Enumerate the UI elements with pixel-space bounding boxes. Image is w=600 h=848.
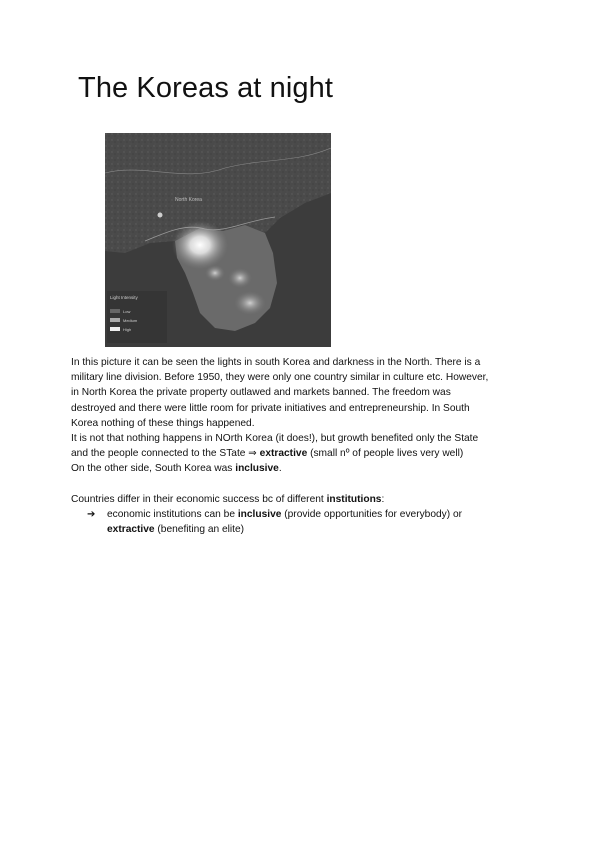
north-korea-map-label: North Korea [175, 197, 202, 203]
paragraph-2-line-3 [71, 461, 541, 476]
daejeon-glow [205, 265, 225, 281]
text-span: : [381, 493, 385, 505]
legend-item-low: Low [123, 309, 131, 314]
term-institutions: institutions [326, 493, 382, 505]
legend-item-medium: Medium [123, 318, 138, 323]
seoul-glow [172, 221, 228, 269]
legend-title: Light Intensity [110, 295, 138, 300]
legend-swatch-low [110, 309, 120, 313]
term-extractive: extractive [107, 524, 155, 536]
text-span: . [278, 463, 282, 475]
satellite-photo [105, 133, 331, 347]
term-inclusive: inclusive [237, 508, 282, 520]
text-span: Countries differ in their economic success bc of different [71, 493, 327, 505]
text-span: (provide opportunities for everybody) or [281, 508, 463, 520]
daegu-glow [228, 268, 252, 288]
text-span: (small nº of people lives very well) [307, 448, 464, 460]
legend-swatch-medium [110, 318, 120, 322]
arrow-bullet-icon: ➔ [87, 508, 96, 520]
legend-item-high: High [123, 327, 132, 332]
body-text [71, 355, 541, 537]
bullet-item [87, 507, 541, 537]
legend-swatch-high [110, 327, 120, 331]
busan-glow [234, 291, 266, 315]
paragraph-1-line-5: Korea nothing of these things happened. [71, 417, 255, 429]
text-span: (benefiting an elite) [154, 524, 245, 536]
paragraph-1-line-3: in North Korea the private property outlawed and markets banned. The freedom was [71, 387, 451, 399]
paragraph-3 [71, 492, 541, 507]
bullet-text [107, 507, 541, 537]
spacer [71, 477, 541, 492]
term-extractive: extractive [259, 448, 308, 460]
pyongyang-light [158, 213, 163, 218]
paragraph-1-line-1: In this picture it can be seen the lights in south Korea and darkness in the North. There is a [71, 357, 481, 368]
page-title: The Koreas at night [78, 72, 333, 104]
paragraph-1-line-2: military line division. Before 1950, they were only one country similar in culture etc. However, [71, 372, 489, 384]
text-span: On the other side, South Korea was [71, 463, 236, 475]
text-span: economic institutions can be [107, 508, 238, 520]
term-inclusive: inclusive [235, 463, 279, 475]
paragraph-2-line-2 [71, 446, 541, 461]
paragraph-2-line-1: It is not that nothing happens in NOrth Korea (it does!), but growth benefited only the State [71, 433, 479, 445]
text-span: and the people connected to the STate ⇒ [71, 448, 260, 460]
paragraph-1-line-4: destroyed and there were little room for private initiatives and entrepreneurship. In South [71, 402, 470, 414]
